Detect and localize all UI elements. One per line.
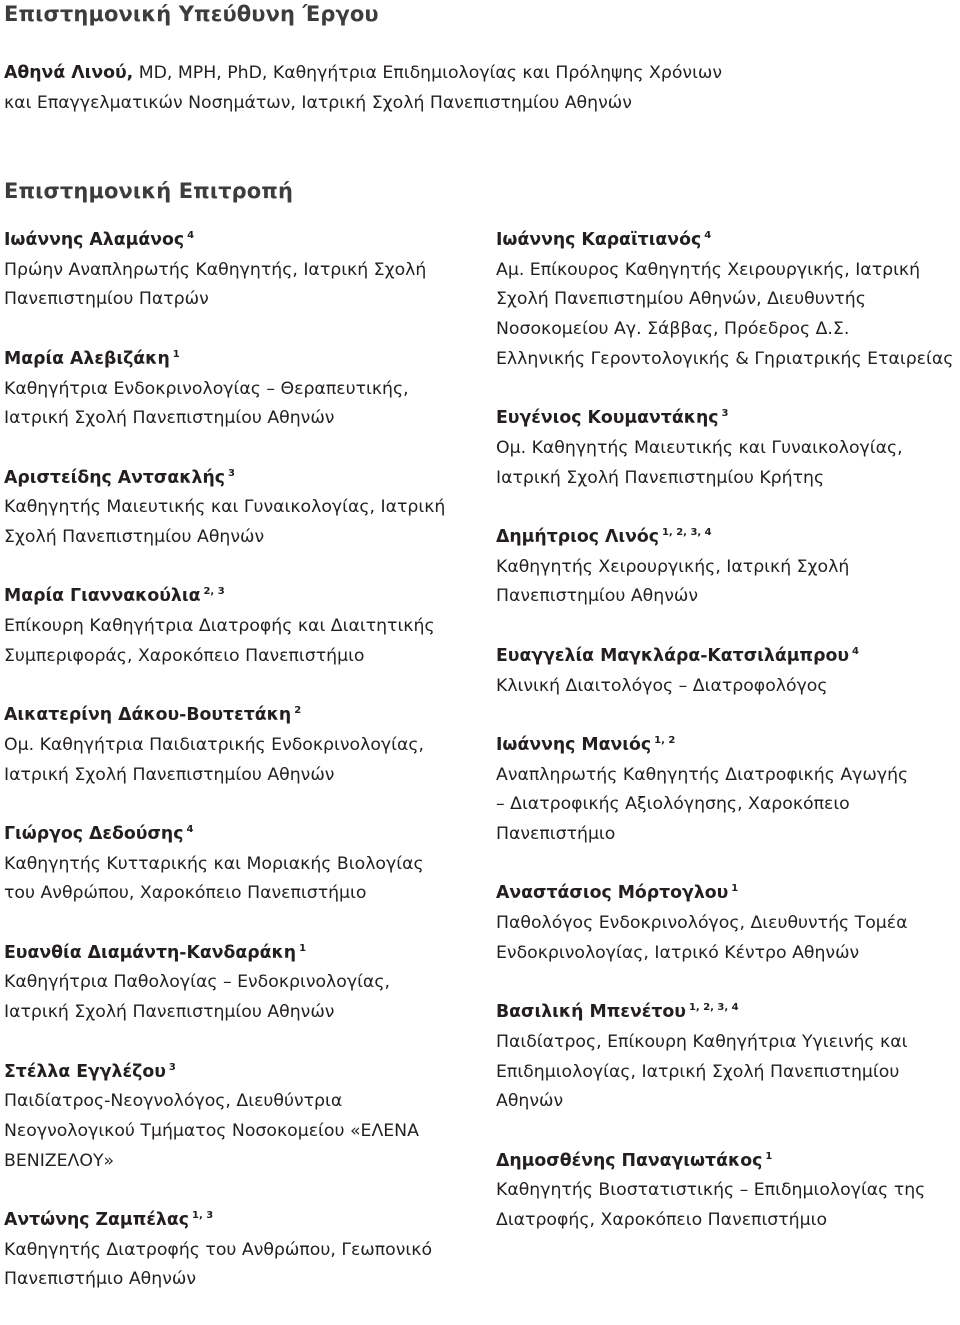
member-affiliation	[4, 1236, 474, 1295]
project-lead-heading: Επιστημονική Υπεύθυνη Έργου	[4, 2, 379, 26]
member-affiliation	[496, 761, 958, 850]
member-affiliation-line: Νεογνολογικού Τμήματος Νοσοκομείου «ΕΛΕΝΑ	[4, 1120, 419, 1141]
member-name-line	[4, 939, 474, 969]
member-footnote-ref: 1, 3	[192, 1210, 214, 1222]
member-affiliation-line: Καθηγητής Χειρουργικής, Ιατρική Σχολή	[496, 556, 850, 577]
committee-member	[4, 939, 474, 1028]
committee-right-column	[496, 226, 958, 1265]
member-name: Ιωάννης Αλαμάνος	[4, 230, 185, 250]
member-affiliation	[4, 731, 474, 790]
member-affiliation	[496, 672, 958, 702]
member-affiliation-line: Παιδίατρος-Νεογνολόγος, Διευθύντρια	[4, 1091, 343, 1112]
member-affiliation-line: Καθηγήτρια Παθολογίας – Ενδοκρινολογίας,	[4, 972, 390, 993]
member-name: Ιωάννης Καραϊτιανός	[496, 230, 702, 250]
member-affiliation-line: Ελληνικής Γεροντολογικής & Γηριατρικής Εταιρείας	[496, 348, 954, 369]
project-lead-affiliation-1: MD, MPH, PhD, Καθηγήτρια Επιδημιολογίας και Πρόληψης Χρόνιων	[133, 63, 723, 83]
committee-member	[4, 226, 474, 315]
member-affiliation-line: Επιδημιολογίας, Ιατρική Σχολή Πανεπιστημίου	[496, 1061, 900, 1082]
member-footnote-ref: 4	[704, 230, 712, 241]
member-name-line	[496, 998, 958, 1028]
member-name: Ιωάννης Μανιός	[496, 734, 652, 755]
member-affiliation-line: Ομ. Καθηγήτρια Παιδιατρικής Ενδοκρινολογίας,	[4, 734, 425, 755]
committee-member	[496, 1147, 958, 1236]
member-name: Στέλλα Εγγλέζου	[4, 1061, 166, 1082]
member-name-line	[4, 1206, 474, 1236]
member-footnote-ref: 1	[172, 348, 180, 360]
committee-member	[496, 642, 958, 701]
member-affiliation-line: Επίκουρη Καθηγήτρια Διατροφής και Διαιτητικής	[4, 616, 435, 637]
committee-member	[4, 1206, 474, 1295]
member-name: Γιώργος Δεδούσης	[4, 823, 184, 844]
committee-member	[4, 1058, 474, 1177]
member-affiliation-line: – Διατροφικής Αξιολόγησης, Χαροκόπειο	[496, 794, 850, 815]
committee-left-column	[4, 226, 474, 1325]
member-affiliation	[4, 493, 474, 552]
member-affiliation-line: Ιατρική Σχολή Πανεπιστημίου Αθηνών	[4, 408, 335, 429]
committee-member	[496, 879, 958, 968]
committee-member	[496, 998, 958, 1117]
member-name-line	[496, 879, 958, 909]
member-footnote-ref: 2, 3	[203, 586, 225, 598]
committee-member	[4, 464, 474, 553]
member-footnote-ref: 1, 2, 3, 4	[688, 1002, 739, 1014]
member-name-line	[4, 345, 474, 375]
member-name-line	[496, 226, 958, 256]
member-name-line	[4, 820, 474, 850]
member-affiliation-line: Καθηγήτρια Ενδοκρινολογίας – Θεραπευτικής,	[4, 378, 409, 399]
member-footnote-ref: 4	[187, 230, 195, 241]
project-lead-name: Αθηνά Λινού,	[4, 63, 134, 83]
member-affiliation	[4, 256, 474, 315]
member-footnote-ref: 3	[168, 1061, 176, 1073]
member-affiliation-line: Νοσοκομείου Αγ. Σάββας, Πρόεδρος Δ.Σ.	[496, 319, 850, 340]
member-affiliation-line: Πρώην Αναπληρωτής Καθηγητής, Ιατρική Σχολή	[4, 259, 427, 280]
member-footnote-ref: 4	[186, 823, 194, 835]
member-name-line	[496, 1147, 958, 1177]
member-name: Αντώνης Ζαμπέλας	[4, 1210, 189, 1231]
member-affiliation-line: Καθηγητής Μαιευτικής και Γυναικολογίας, Ιατρική	[4, 497, 446, 518]
committee-member	[4, 582, 474, 671]
member-affiliation	[496, 553, 958, 612]
member-affiliation	[496, 909, 958, 968]
member-name: Μαρία Γιαννακούλια	[4, 586, 201, 607]
member-name: Αριστείδης Αντσακλής	[4, 467, 226, 488]
member-affiliation-line: του Ανθρώπου, Χαροκόπειο Πανεπιστήμιο	[4, 883, 367, 904]
project-lead-line-1	[4, 58, 944, 88]
member-affiliation-line: Καθηγητής Βιοστατιστικής – Επιδημιολογίας της	[496, 1180, 926, 1201]
member-footnote-ref: 1	[299, 942, 307, 954]
committee-member	[496, 731, 958, 850]
member-name: Δημοσθένης Παναγιωτάκος	[496, 1150, 763, 1171]
member-affiliation	[496, 434, 958, 493]
member-affiliation-line: Παιδίατρος, Επίκουρη Καθηγήτρια Υγιεινής και	[496, 1031, 908, 1052]
member-footnote-ref: 1	[765, 1150, 773, 1162]
member-affiliation	[4, 1087, 474, 1176]
member-affiliation-line: Παθολόγος Ενδοκρινολόγος, Διευθυντής Τομέα	[496, 913, 908, 934]
member-affiliation	[4, 968, 474, 1027]
member-footnote-ref: 3	[228, 467, 235, 479]
member-affiliation-line: Πανεπιστήμιο Αθηνών	[4, 1269, 196, 1290]
member-affiliation-line: Ιατρική Σχολή Πανεπιστημίου Αθηνών	[4, 764, 335, 785]
member-name-line	[4, 226, 474, 256]
member-footnote-ref: 2	[294, 705, 302, 717]
member-footnote-ref: 1	[731, 883, 739, 895]
member-name: Μαρία Αλεβιζάκη	[4, 348, 170, 369]
member-name: Βασιλική Μπενέτου	[496, 1002, 686, 1023]
member-name-line	[4, 582, 474, 612]
member-affiliation-line: Πανεπιστημίου Πατρών	[4, 289, 209, 310]
member-affiliation-line: Διατροφής, Χαροκόπειο Πανεπιστήμιο	[496, 1210, 828, 1231]
member-affiliation-line: Αμ. Επίκουρος Καθηγητής Χειρουργικής, Ιατρική	[496, 259, 921, 280]
committee-member	[496, 523, 958, 612]
member-affiliation-line: Συμπεριφοράς, Χαροκόπειο Πανεπιστήμιο	[4, 645, 365, 666]
member-name: Δημήτριος Λινός	[496, 527, 659, 547]
member-affiliation-line: Πανεπιστήμιο	[496, 824, 616, 844]
member-footnote-ref: 4	[852, 645, 859, 657]
member-affiliation	[4, 612, 474, 671]
project-lead-entry	[4, 58, 944, 118]
member-footnote-ref: 3	[721, 408, 729, 420]
member-affiliation-line: Καθηγητής Διατροφής του Ανθρώπου, Γεωπονικό	[4, 1239, 433, 1260]
member-name-line	[496, 404, 958, 434]
member-name: Ευγένιος Κουμαντάκης	[496, 408, 719, 429]
member-affiliation-line: ΒΕΝΙΖΕΛΟΥ»	[4, 1150, 115, 1171]
member-name-line	[496, 642, 958, 672]
committee-member	[496, 404, 958, 493]
member-affiliation-line: Σχολή Πανεπιστημίου Αθηνών	[4, 527, 265, 547]
committee-member	[4, 701, 474, 790]
member-affiliation-line: Ιατρική Σχολή Πανεπιστημίου Αθηνών	[4, 1002, 335, 1023]
member-footnote-ref: 1, 2, 3, 4	[661, 527, 712, 538]
member-name: Ευαγγελία Μαγκλάρα-Κατσιλάμπρου	[496, 645, 849, 666]
member-affiliation-line: Ιατρική Σχολή Πανεπιστημίου Κρήτης	[496, 467, 825, 488]
member-name: Αναστάσιος Μόρτογλου	[496, 883, 729, 904]
member-affiliation	[4, 375, 474, 434]
member-affiliation	[496, 1028, 958, 1117]
member-name-line	[4, 701, 474, 731]
member-affiliation-line: Ομ. Καθηγητής Μαιευτικής και Γυναικολογίας,	[496, 437, 903, 458]
committee-member	[4, 820, 474, 909]
member-affiliation-line: Καθηγητής Κυτταρικής και Μοριακής Βιολογίας	[4, 853, 424, 874]
member-affiliation-line: Ενδοκρινολογίας, Ιατρικό Κέντρο Αθηνών	[496, 942, 860, 963]
member-name-line	[4, 464, 474, 494]
member-name-line	[496, 731, 958, 761]
member-name: Ευανθία Διαμάντη-Κανδαράκη	[4, 942, 297, 963]
project-lead-affiliation-2: και Επαγγελματικών Νοσημάτων, Ιατρική Σχολή Πανεπιστημίου Αθηνών	[4, 93, 632, 113]
member-name: Αικατερίνη Δάκου-Βουτετάκη	[4, 705, 292, 726]
member-affiliation	[496, 256, 958, 375]
document-page	[4, 0, 960, 1289]
member-name-line	[496, 523, 958, 553]
member-affiliation	[496, 1176, 958, 1235]
committee-heading: Επιστημονική Επιτροπή	[4, 179, 294, 203]
member-affiliation-line: Σχολή Πανεπιστημίου Αθηνών, Διευθυντής	[496, 289, 866, 310]
member-affiliation-line: Κλινική Διαιτολόγος – Διατροφολόγος	[496, 675, 828, 696]
committee-member	[4, 345, 474, 434]
committee-member	[496, 226, 958, 375]
member-affiliation-line: Πανεπιστημίου Αθηνών	[496, 586, 698, 607]
member-affiliation-line: Αναπληρωτής Καθηγητής Διατροφικής Αγωγής	[496, 764, 909, 785]
member-name-line	[4, 1058, 474, 1088]
member-footnote-ref: 1, 2	[654, 734, 676, 746]
member-affiliation	[4, 850, 474, 909]
member-affiliation-line: Αθηνών	[496, 1091, 564, 1112]
